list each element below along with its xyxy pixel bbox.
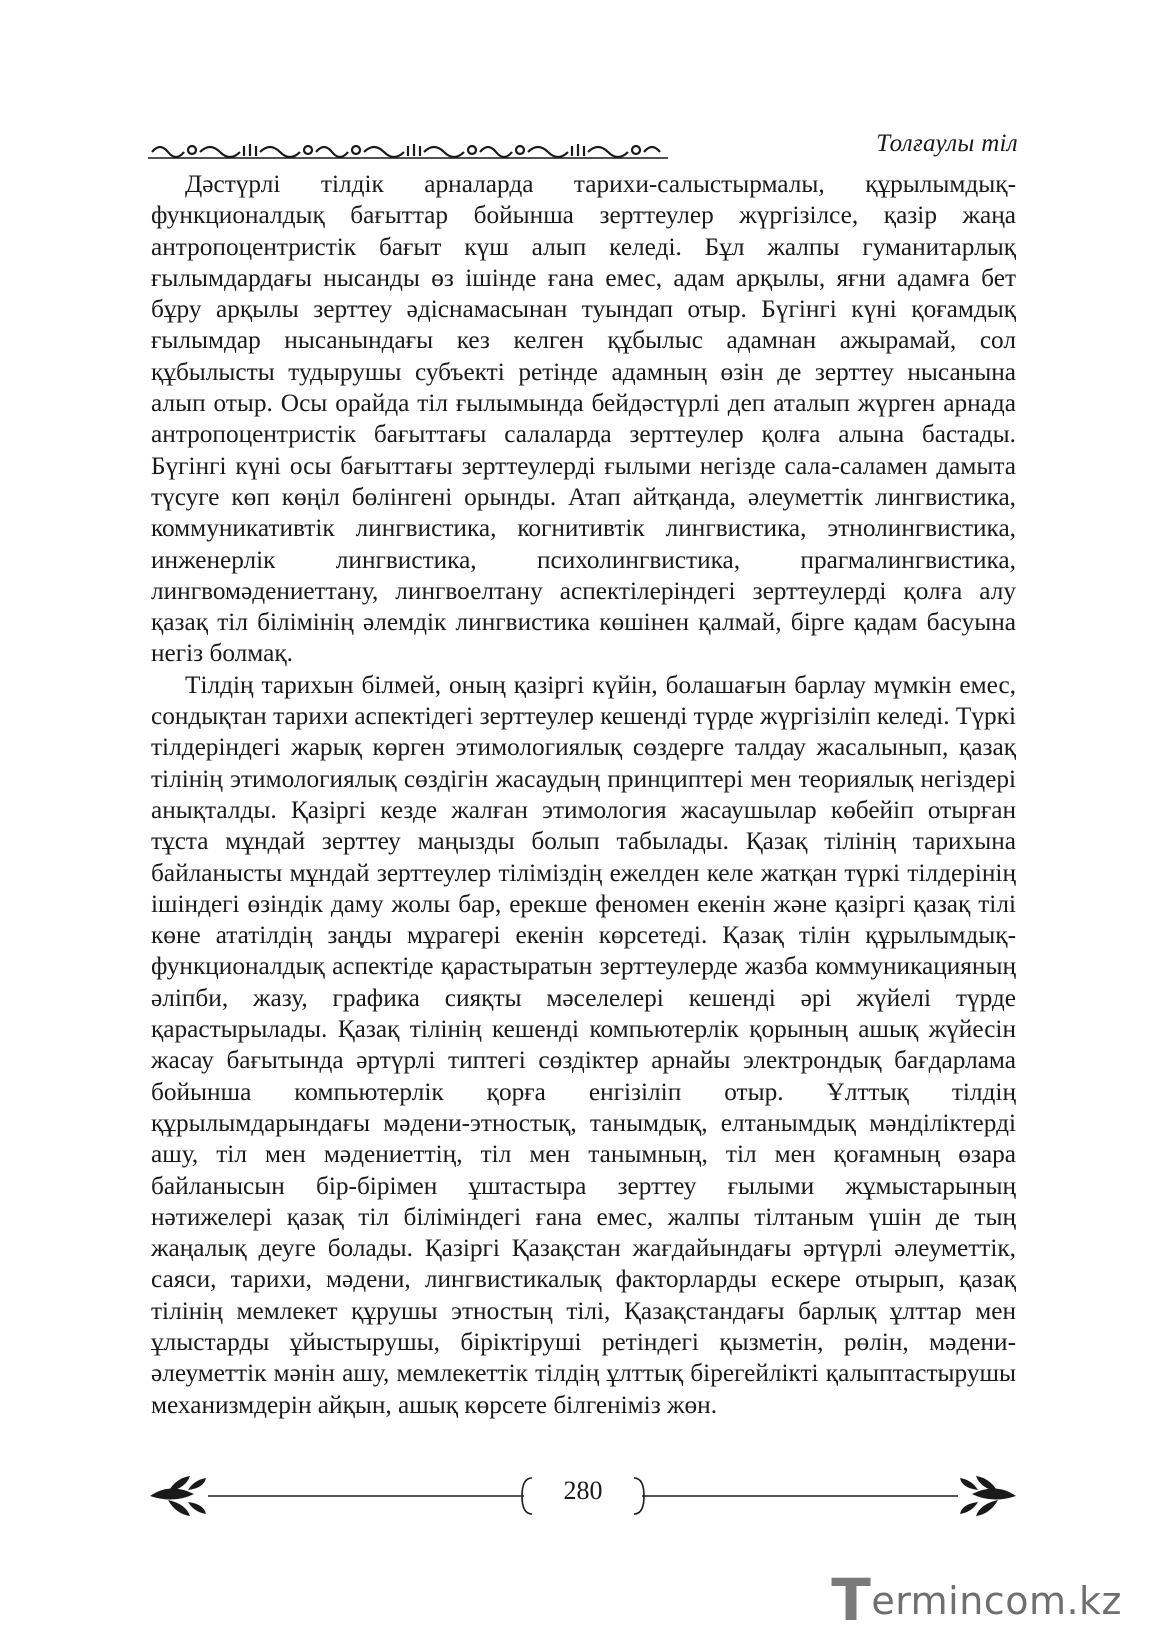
page-header [148, 128, 1018, 168]
running-title: Толғаулы тіл [876, 130, 1018, 157]
main-text [151, 169, 1016, 1421]
watermark-text: ermincom.kz [871, 1579, 1122, 1623]
paragraph: Дәстүрлі тілдік арналарда тарихи-салыстырмалы, құрылымдық-функционалдық бағыттар бойынша зерттеулер жүргізілсе, қазір жаңа антропоцентристік бағыт күш алып келеді. Бұл жалпы гуманитарлық ғылымдардағы нысанды өз ішінде ғана емес, адам арқылы, яғни адамға бет бұру арқылы зерттеу әдіснамасынан туындап отыр. Бүгінгі күні қоғамдық ғылымдар нысанындағы кез келген құбылыс адамнан ажырамай, сол құбылысты тудырушы субъекті ретінде адамның өзін де зерттеу нысанына алып отыр. Осы орайда тіл ғылымында бейдәстүрлі деп аталып жүрген арнада антропоцентристік бағыттағы салаларда зерттеулер қолға алына бастады. Бүгінгі күні осы бағыттағы зерттеулерді ғылыми негізде сала-саламен дамыта түсуге көп көңіл бөлінгені орынды. Атап айтқанда, әлеуметтік лингвистика, коммуникативтік лингвистика, когнитивтік лингвистика, этнолингвистика, инженерлік лингвистика, психолингвистика, прагмалингвистика, лингвомәдениеттану, лингвоелтану аспектілеріндегі зерттеулерді қолға алу қазақ тіл білімінің әлемдік лингвистика көшінен қалмай, бірге қадам басуына негіз болмақ. [151, 170, 1016, 668]
watermark-initial: T [831, 1566, 872, 1634]
page-footer [148, 1470, 1018, 1520]
page-number: 280 [563, 1476, 603, 1505]
site-watermark [831, 1566, 1122, 1634]
scroll-ornament-icon [148, 138, 668, 164]
paragraph: Тілдің тарихын білмей, оның қазіргі күйін, болашағын барлау мүмкін емес, сондықтан тарихи аспектідегі зерттеулер кешенді түрде жүргізіліп келеді. Түркі тілдеріндегі жарық көрген этимологиялық сөздерге талдау жасалынып, қазақ тілінің этимологиялық сөздігін жасаудың принциптері мен теориялық негіздері анықталды. Қазіргі кезде жалған этимология жасаушылар көбейіп отырған тұста мұндай зерттеу маңызды болып табылады. Қазақ тілінің тарихына байланысты мұндай зерттеулер тіліміздің ежелден келе жатқан түркі тілдерінің ішіндегі өзіндік даму жолы бар, ерекше феномен екенін және қазіргі қазақ тілі көне ататілдің заңды мұрагері екенін көрсетеді. Қазақ тілін құрылымдық-функционалдық аспектіде қарастыратын зерттеулерде жазба коммуникацияның әліпби, жазу, графика сияқты мәселелері кешенді әрі жүйелі түрде қарастырылады. Қазақ тілінің кешенді компьютерлік қорының ашық жүйесін жасау бағытында әртүрлі типтегі сөздіктер арнайы электрондық бағдарлама бойынша компьютерлік қорға енгізіліп отыр. Ұлттық тілдің құрылымдарындағы мәдени-этностық, танымдық, елтанымдық мәнділіктерді ашу, тіл мен мәдениеттің, тіл мен танымның, тіл мен қоғамның өзара байланысын бір-бірімен ұштастыра зерттеу ғылыми жұмыстарының нәтижелері қазақ тіл біліміндегі ғана емес, жалпы тілтаным үшін де тың жаңалық деуге болады. Қазіргі Қазақстан жағдайындағы әртүрлі әлеуметтік, саяси, тарихи, мәдени, лингвистикалық факторларды ескере отырып, қазақ тілінің мемлекет құрушы этностың тілі, Қазақстандағы барлық ұлттар мен ұлыстарды ұйыстырушы, біріктіруші ретіндегі қызметін, рөлін, мәдени-әлеуметтік мәнін ашу, мемлекеттік тілдің ұлттық бірегейлікті қалыптастырушы механизмдерін айқын, ашық көрсете білгеніміз жөн. [151, 670, 1016, 1419]
